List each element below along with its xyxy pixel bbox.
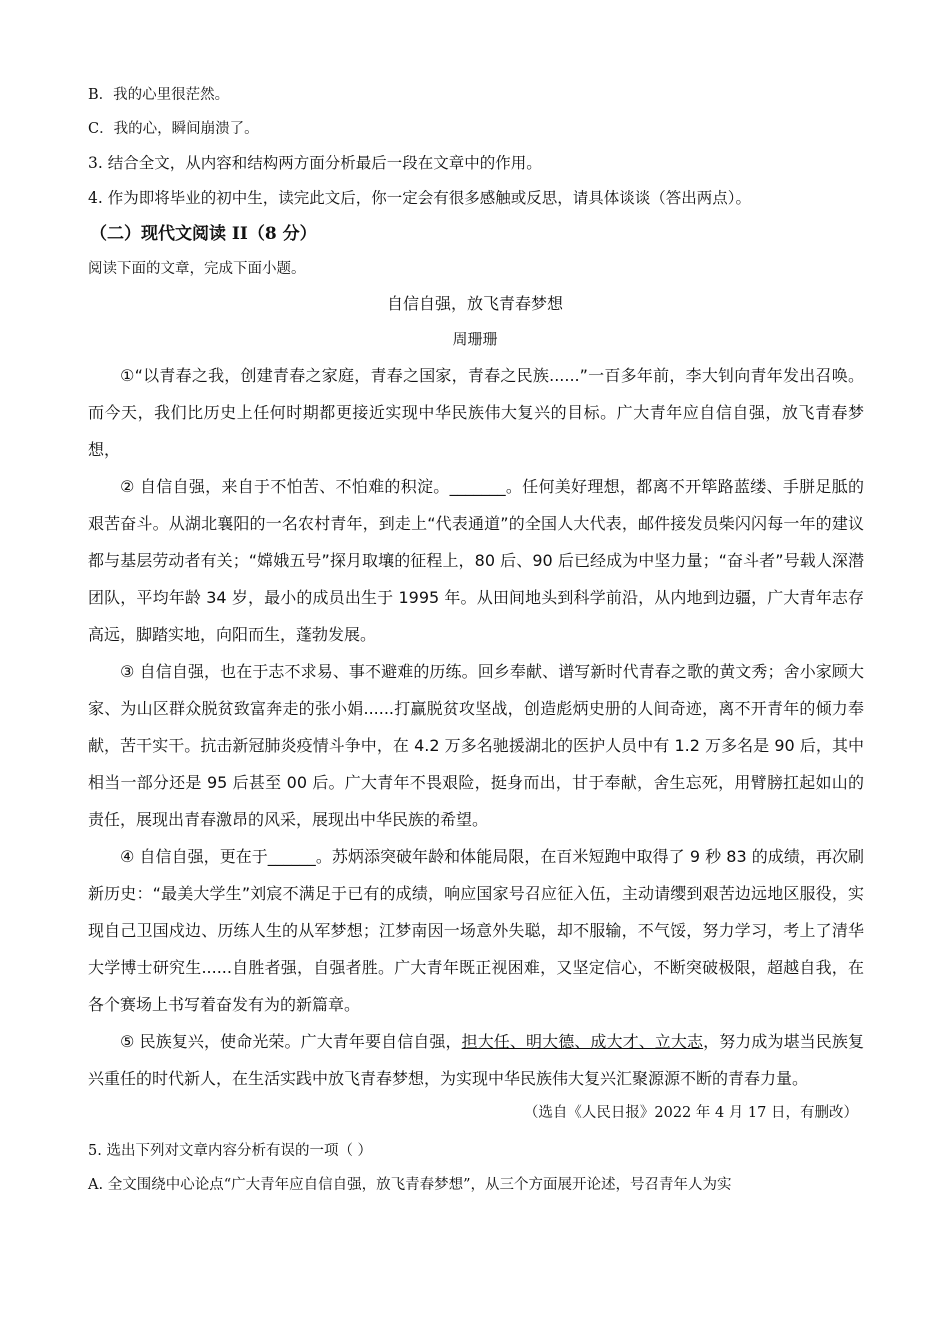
paragraph-5 [88, 1023, 864, 1097]
paragraph-1: ①“以青春之我，创建青春之家庭，青春之国家，青春之民族......”一百多年前，李大钊向青年发出召唤。而今天，我们比历史上任何时期都更接近实现中华民族伟大复兴的目标。广大青年应自信自强，放飞青春梦想， [88, 366, 864, 459]
paragraph-5-end: ，努力成为堪当民族复兴重任的时代新人，在生活实践中放飞青春梦想，为实现中华民族伟大复兴汇聚源源不断的青春力量。 [88, 1032, 864, 1088]
article-title: 自信自强，放飞青春梦想 [386, 294, 563, 313]
question-4: 4. 作为即将毕业的初中生，读完此文后，你一定会有很多感触或反思，请具体谈谈（答出两点）。 [88, 189, 751, 207]
paragraph-4: ④ 自信自强，更在于______。苏炳添突破年龄和体能局限，在百米短跑中取得了 9 秒 83 的成绩，再次刷新历史：“最美大学生”刘宸不满足于已有的成绩，响应国家号召应征入伍，主动请缨到艰苦边远地区服役，实现自己卫国戍边、历练人生的从军梦想；江梦南因一场意外失聪，却不服输，不气馁，努力学习，考上了清华大学博士研究生......自胜者强，自强者胜。广大青年既正视困难，又坚定信心，不断突破极限，超越自我，在各个赛场上书写着奋发有为的新篇章。 [88, 847, 864, 1014]
section-instruction: 阅读下面的文章，完成下面小题。 [88, 261, 306, 277]
article-author: 周珊珊 [452, 330, 498, 348]
paragraph-3: ③ 自信自强，也在于志不求易、事不避难的历练。回乡奉献、谱写新时代青春之歌的黄文秀；舍小家顾大家、为山区群众脱贫致富奔走的张小娟......打赢脱贫攻坚战，创造彪炳史册的人间奇迹，离不开青年的倾力奉献，苦干实干。抗击新冠肺炎疫情斗争中，在 4.2 万多名驰援湖北的医护人员中有 1.2 万多名是 90 后，其中相当一部分还是 95 后甚至 00 后。广大青年不畏艰险，挺身而出，甘于奉献，舍生忘死，用臂膀扛起如山的责任，展现出青春激昂的风采，展现出中华民族的希望。 [88, 662, 864, 829]
question-5: 5. 选出下列对文章内容分析有误的一项（ ） [88, 1143, 373, 1159]
paragraph-2: ② 自信自强，来自于不怕苦、不怕难的积淀。_______。任何美好理想，都离不开筚路蓝缕、手胼足胝的艰苦奋斗。从湖北襄阳的一名农村青年，到走上“代表通道”的全国人大代表，邮件接发员柴闪闪每一年的建议都与基层劳动者有关；“嫦娥五号”探月取壤的征程上，80 后、90 后已经成为中坚力量；“奋斗者”号载人深潜团队，平均年龄 34 岁，最小的成员出生于 1995 年。从田间地头到科学前沿，从内地到边疆，广大青年志存高远，脚踏实地，向阳而生，蓬勃发展。 [88, 477, 864, 644]
section-heading: （二）现代文阅读 II（8 分） [90, 224, 317, 244]
article-source: （选自《人民日报》2022 年 4 月 17 日，有删改） [523, 1105, 858, 1121]
paragraph-5-start: ⑤ 民族复兴，使命光荣。广大青年要自信自强， [120, 1032, 462, 1051]
question-3: 3. 结合全文，从内容和结构两方面分析最后一段在文章中的作用。 [88, 154, 542, 172]
underlined-phrase: 担大任、明大德、成大才、立大志 [461, 1032, 704, 1051]
option-b: B．我的心里很茫然。 [88, 87, 230, 103]
option-a: A. 全文围绕中心论点“广大青年应自信自强，放飞青春梦想”，从三个方面展开论述，号召青年人为实 [88, 1177, 732, 1193]
article-body [88, 357, 864, 1097]
option-c: C．我的心，瞬间崩溃了。 [88, 121, 259, 137]
